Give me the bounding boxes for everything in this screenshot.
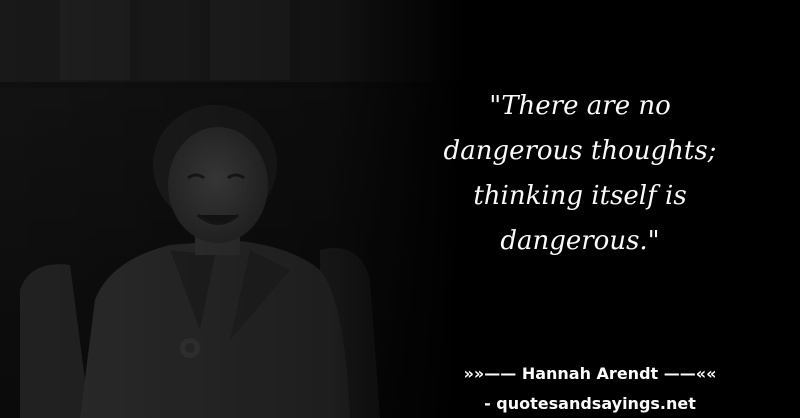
quote-line: dangerous.": [500, 226, 660, 256]
quote-line: "There are no: [489, 91, 671, 121]
quote-text: [430, 84, 730, 264]
quote-line: thinking itself is: [473, 181, 687, 211]
author-attribution: »»—— Hannah Arendt ——««: [463, 364, 717, 383]
source-watermark: - quotesandsayings.net: [484, 394, 696, 413]
quote-line: dangerous thoughts;: [443, 136, 717, 166]
